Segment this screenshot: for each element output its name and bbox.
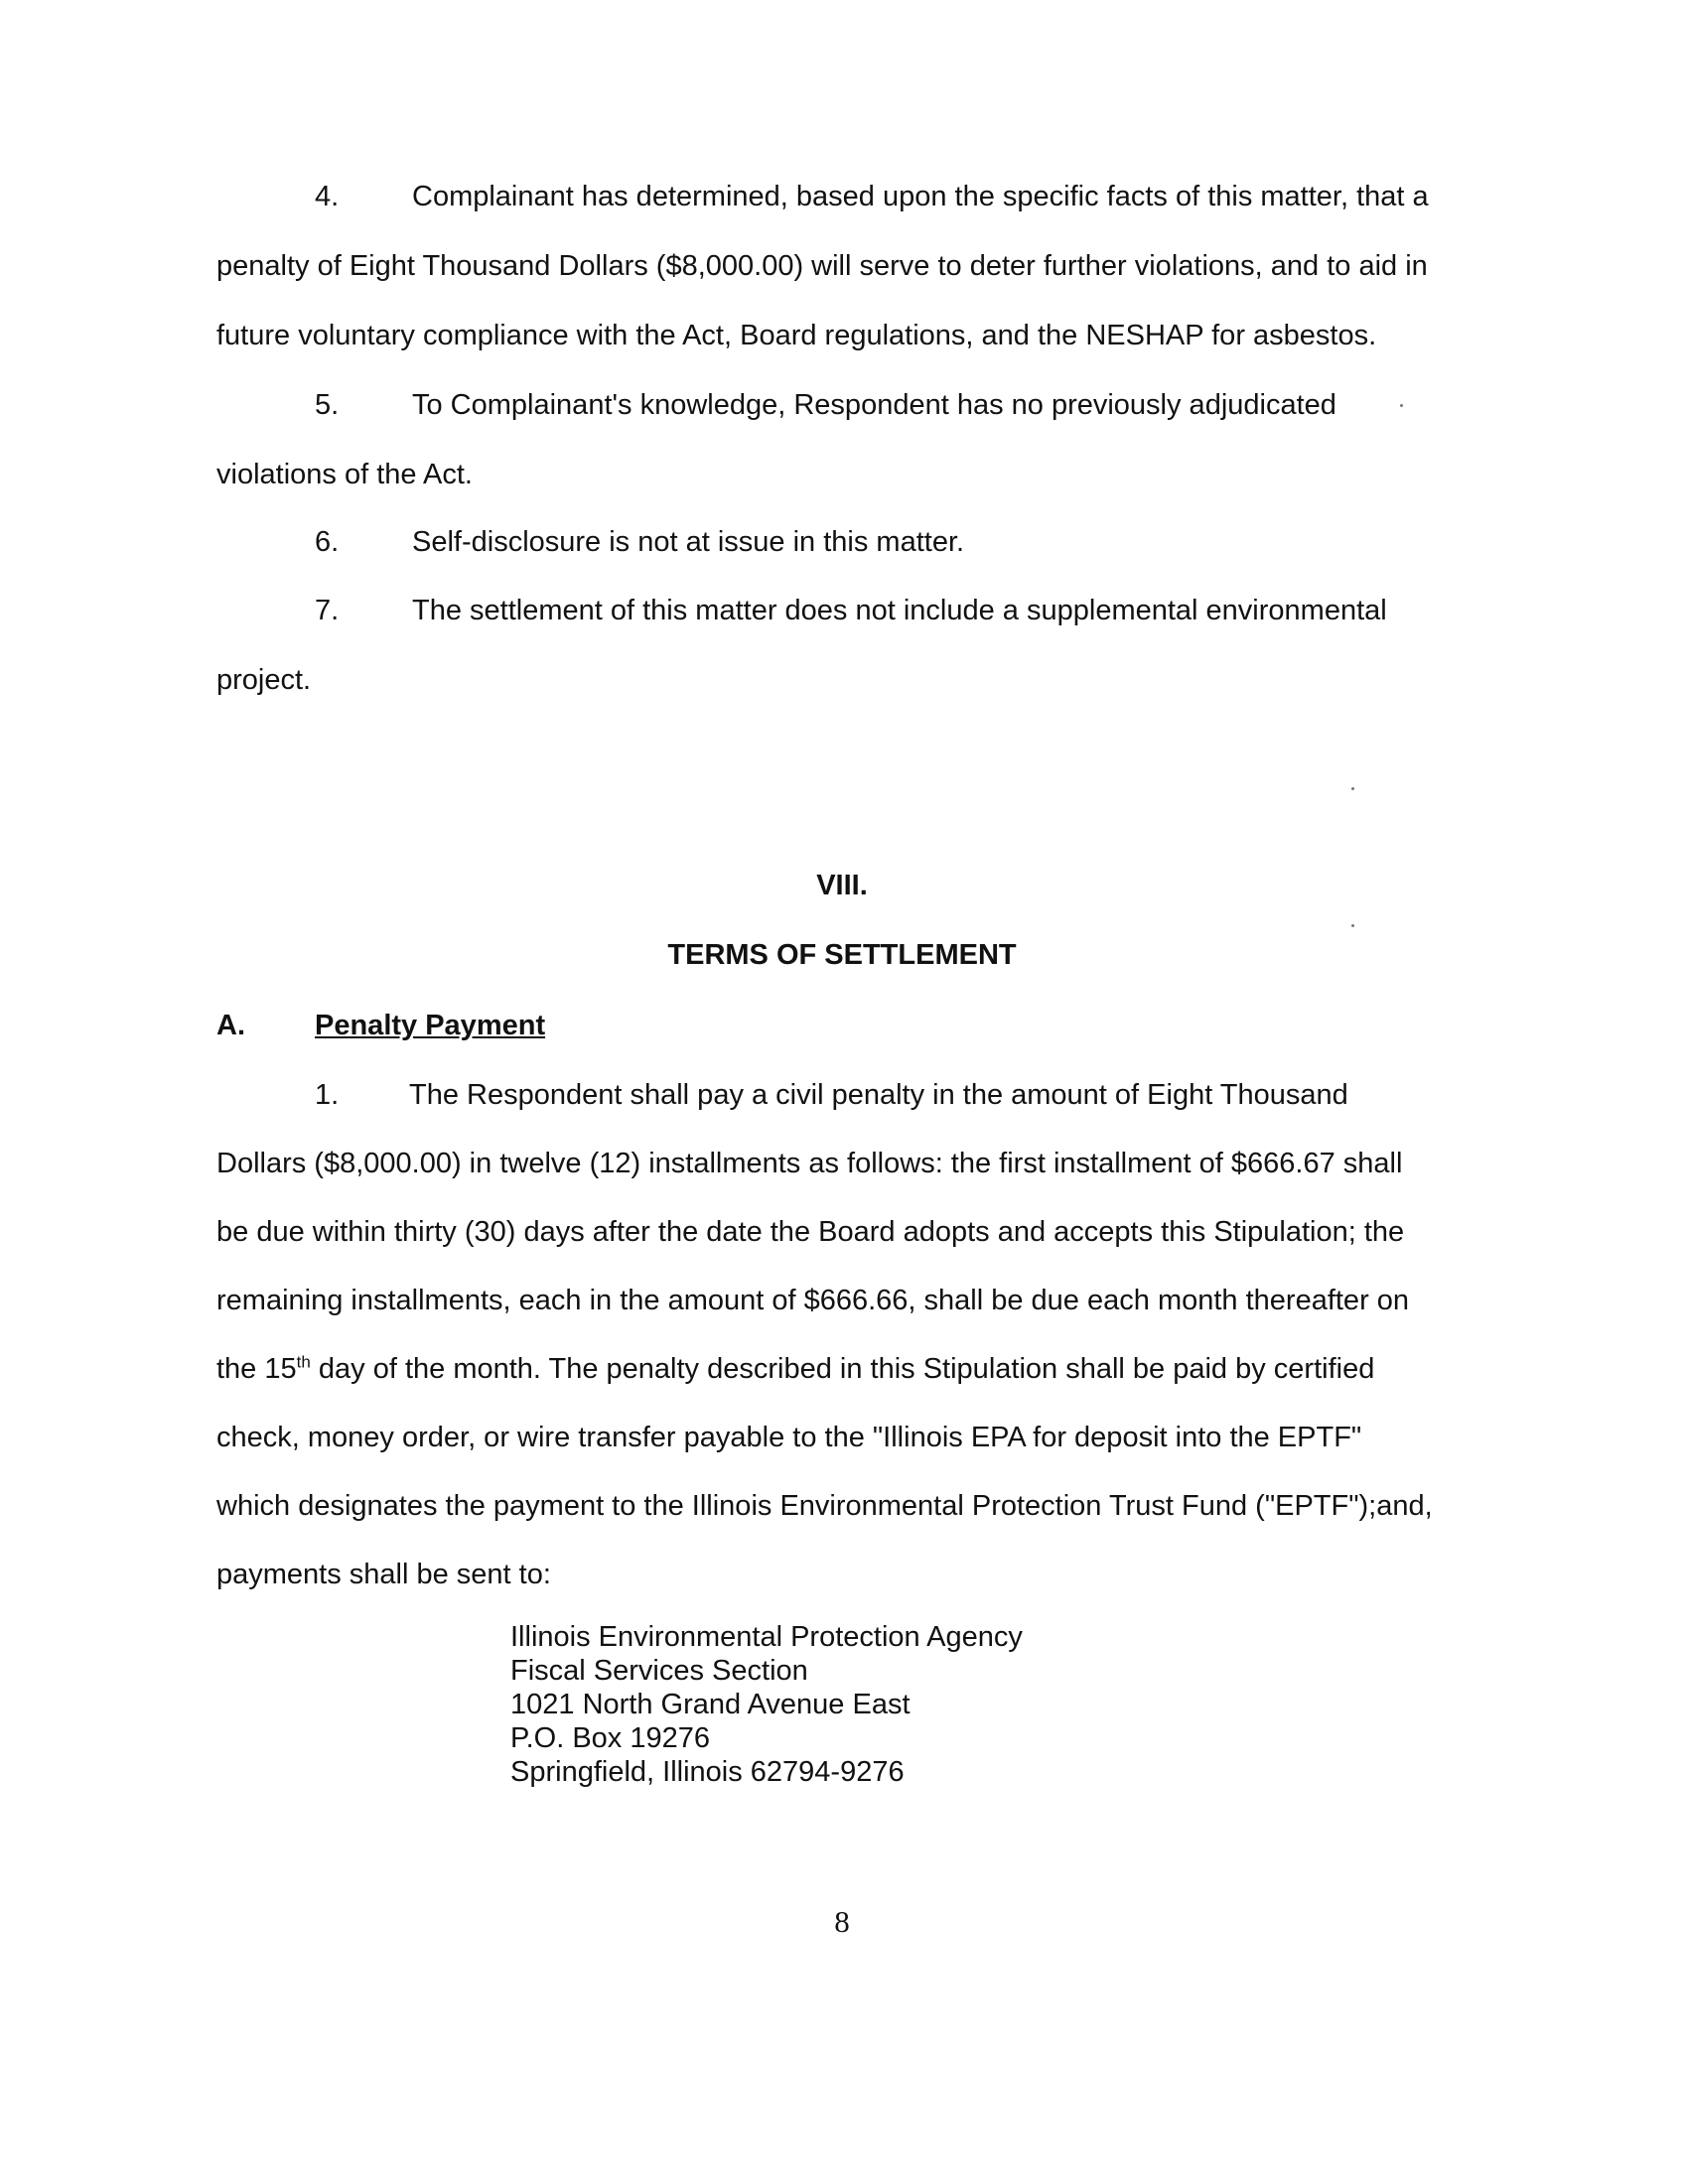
paragraph-6-line-1: Self-disclosure is not at issue in this matter. [412, 526, 965, 558]
penalty-line-5-end: day of the month. The penalty described in this Stipulation shall be paid by certified [310, 1353, 1375, 1385]
address-line-4: P.O. Box 19276 [510, 1722, 711, 1754]
scan-speck [1400, 404, 1403, 407]
paragraph-4-line-2: penalty of Eight Thousand Dollars ($8,000.00) will serve to deter further violations, and to aid in [216, 250, 1428, 282]
ordinal-suffix: th [296, 1352, 311, 1372]
section-numeral: VIII. [816, 870, 868, 901]
paragraph-7-line-1: The settlement of this matter does not include a supplemental environmental [412, 595, 1387, 626]
address-line-1: Illinois Environmental Protection Agency [510, 1621, 1023, 1653]
penalty-line-5-start: the 15 [216, 1353, 297, 1385]
penalty-line-7: which designates the payment to the Illinois Environmental Protection Trust Fund ("EPTF");and, [216, 1490, 1433, 1522]
penalty-line-6: check, money order, or wire transfer payable to the "Illinois EPA for deposit into the EPTF" [216, 1422, 1362, 1453]
payment-address [510, 1620, 1023, 1789]
page-number: 8 [834, 1904, 850, 1939]
address-line-5: Springfield, Illinois 62794-9276 [510, 1756, 905, 1788]
paragraph-4-number: 4. [315, 181, 340, 212]
paragraph-4-line-1: Complainant has determined, based upon the specific facts of this matter, that a [412, 181, 1429, 212]
subsection-letter: A. [216, 1010, 245, 1041]
penalty-line-1: The Respondent shall pay a civil penalty in the amount of Eight Thousand [409, 1079, 1348, 1111]
penalty-paragraph-number: 1. [315, 1079, 340, 1111]
subsection-title: Penalty Payment [315, 1010, 546, 1041]
penalty-line-4: remaining installments, each in the amount of $666.66, shall be due each month thereafter on [216, 1285, 1410, 1316]
penalty-line-5 [216, 1351, 1374, 1387]
paragraph-5-line-2: violations of the Act. [216, 459, 473, 490]
penalty-line-3: be due within thirty (30) days after the date the Board adopts and accepts this Stipulation; the [216, 1216, 1405, 1248]
address-line-3: 1021 North Grand Avenue East [510, 1689, 911, 1720]
section-title: TERMS OF SETTLEMENT [667, 939, 1017, 971]
paragraph-7-line-2: project. [216, 664, 312, 696]
scan-speck [1351, 924, 1354, 927]
penalty-line-8: payments shall be sent to: [216, 1559, 551, 1590]
paragraph-5-number: 5. [315, 389, 340, 421]
paragraph-6-number: 6. [315, 526, 340, 558]
address-line-2: Fiscal Services Section [510, 1655, 808, 1687]
scan-speck [1351, 787, 1354, 790]
penalty-line-2: Dollars ($8,000.00) in twelve (12) installments as follows: the first installment of $666.67 shall [216, 1148, 1403, 1179]
paragraph-4-line-3: future voluntary compliance with the Act, Board regulations, and the NESHAP for asbestos. [216, 320, 1377, 351]
paragraph-7-number: 7. [315, 595, 340, 626]
paragraph-5-line-1: To Complainant's knowledge, Respondent has no previously adjudicated [412, 389, 1336, 421]
